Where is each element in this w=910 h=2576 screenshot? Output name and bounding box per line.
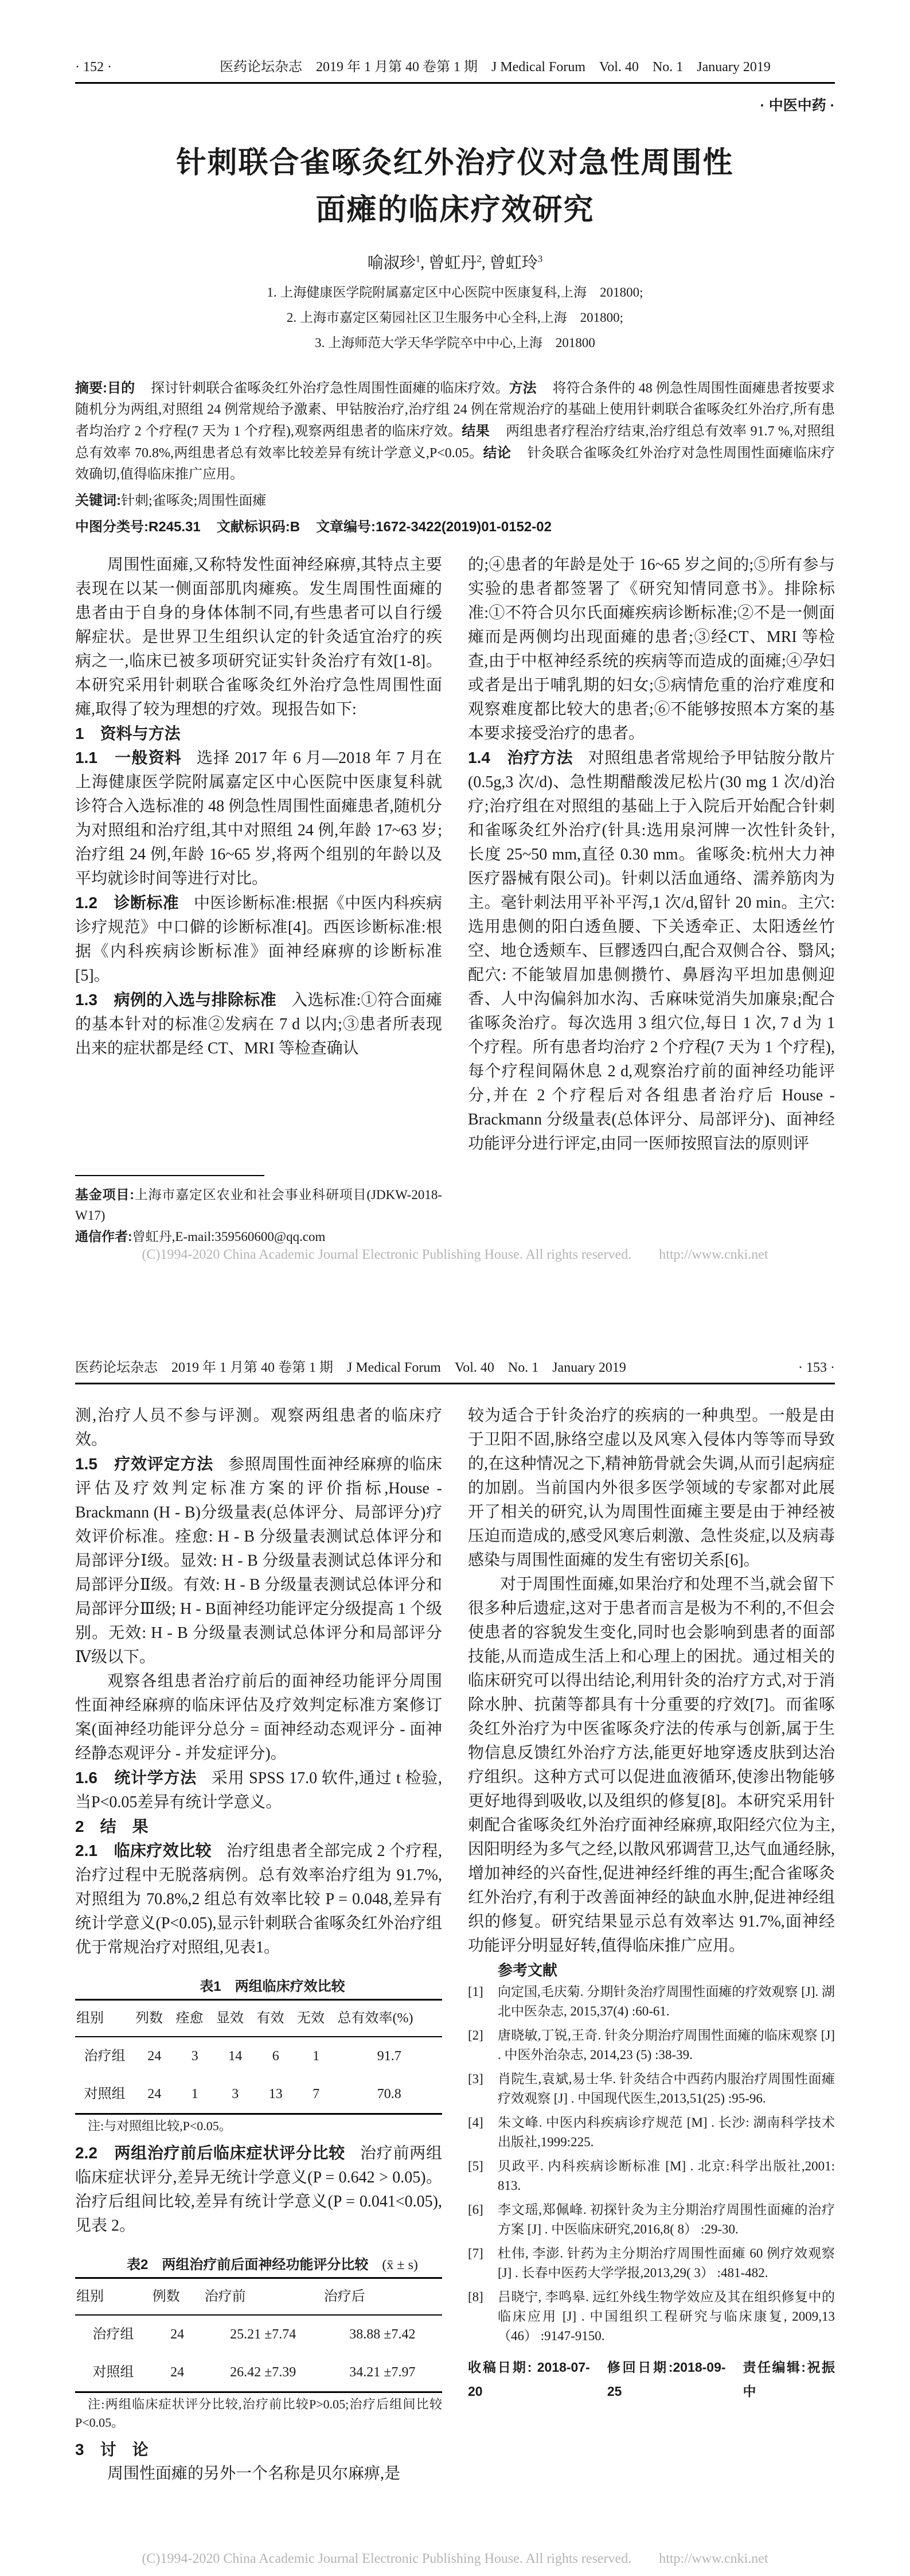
header-rule [75, 1383, 835, 1384]
page1-right-column [468, 553, 835, 1247]
observation-paragraph: 观察各组患者治疗前后的面神经功能评分周围性面神经麻痹的临床评估及疗效判定标准方案修订案(面神经功能评分总分 = 面神经动态观评分 - 面神经静态观评分 - 并发症评分)。 [75, 1672, 442, 1762]
table2-note: 注:两组临床症状评分比较,治疗前比较P>0.05;治疗后组间比较P<0.05。 [75, 2397, 442, 2430]
table-row: 治疗组 24 25.21 ±7.74 38.88 ±7.42 [92, 2327, 416, 2342]
reference-item: [2] 唐晓敏,丁锐,王奇. 针灸分期治疗周围性面瘫的临床观察 [J] . 中医外治杂志, 2014,23 (5) :38-39. [468, 2028, 835, 2062]
page1-copyright-footer: (C)1994-2020 China Academic Journal Electronic Publishing House. All rights reserved. http://www.cnki.net [142, 1247, 768, 1262]
table1-note: 注:与对照组比较,P<0.05。 [88, 2119, 232, 2133]
discussion-start-paragraph: 周围性面瘫的另外一个名称是贝尔麻痹,是 [107, 2465, 401, 2482]
author: 曾虹玲$^3$ [489, 253, 543, 272]
page2-copyright-footer: (C)1994-2020 China Academic Journal Electronic Publishing House. All rights reserved. http://www.cnki.net [142, 2551, 768, 2566]
page1-page-number: · 152 · [75, 60, 112, 75]
table2 [75, 2277, 442, 2393]
section-heading-1: 1 资料与方法 [75, 725, 181, 742]
received-date: 收稿日期: 2018-07-20 [468, 2360, 590, 2399]
reference-item: [8] 吕晓宁, 李鸣皋. 远红外线生物学效应及其在组织修复中的临床应用 [J] . 中国组织工程研究与临床康复, 2009,13（46） :9147-9150. [468, 2290, 835, 2343]
reference-item: [4] 朱文峰. 中医内科疾病诊疗规范 [M] . 长沙: 湖南科学技术出版社,1999:225. [468, 2115, 835, 2149]
page2-right-column [468, 1404, 835, 2486]
section-2-1: 2.1 临床疗效比较 治疗组患者全部完成 2 个疗程,治疗过程中无脱落病例。总有效率治疗组为 91.7%,对照组为 70.8%,2 组总有效率比较 P = 0.048,差异有统计学意义(P<0.05),显示针刺联合雀啄灸红外治疗组优于常规治疗对照组,见表1。 [75, 1842, 442, 1956]
revised-date: 修回日期:2018-09-25 [607, 2360, 726, 2399]
classification-line: 中图分类号:R245.31 文献标识码:B 文章编号:1672-3422(2019)01-0152-02 [75, 519, 552, 535]
continuation-paragraph: 测,治疗人员不参与评测。观察两组患者的临床疗效。 [75, 1407, 442, 1449]
section-1-5: 1.5 疗效评定方法 参照周围性面神经麻痹的临床评估及疗效判定标准方案的评价指标,House - Brackmann (H - B)分级量表(总体评分、局部评分)疗效评价标准。痊愈: H - B 分级量表测试总体评分和局部评分Ⅰ级。显效: H - B 分级量表测试总体评分和局部评分Ⅱ级。有效: H - B 分级量表测试总体评分和局部评分Ⅲ级; H - B面神经功能评定分级提高 1 个级别。无效: H - B 分级量表测试总体评分和局部评分Ⅳ级以下。 [75, 1455, 442, 1666]
references-heading: 参考文献 [498, 1962, 558, 1979]
table2-block [75, 2253, 442, 2432]
column-tag: · 中医中药 · [760, 98, 835, 114]
table-row: 治疗组 24 3 14 6 1 91.7 [84, 2049, 401, 2064]
table-row: 对照组 24 26.42 ±7.39 34.21 ±7.97 [92, 2365, 416, 2380]
page-2 [0, 1288, 910, 2576]
corresponding-author-note: 通信作者:曾虹丹,E-mail:359560600@qq.com [75, 1229, 326, 1244]
page1-body [75, 553, 835, 1247]
section-heading-3: 3 讨 论 [75, 2441, 149, 2458]
section-2-2: 2.2 两组治疗前后临床症状评分比较 治疗前两组临床症状评分,差异无统计学意义(P = 0.642 > 0.05)。治疗后组间比较,差异有统计学意义(P = 0.041<0.05),见表 2。 [75, 2144, 442, 2235]
table2-header-row: 组别 例数 治疗前 治疗后 [75, 2278, 442, 2316]
reference-item: [7] 杜伟, 李澎. 针药为主分期治疗周围性面瘫 60 例疗效观察 [J] . 长春中医药大学学报,2013,29( 3） :481-482. [468, 2246, 835, 2280]
section-1-3: 1.3 病例的入选与排除标准 入选标准:①符合面瘫的基本针对的标准②发病在 7 d 以内;③患者所表现出来的症状都是经 CT、MRI 等检查确认 [75, 991, 442, 1057]
responsible-editor: 责任编辑:祝振中 [743, 2360, 835, 2399]
dates-line [468, 2355, 835, 2403]
discussion-paragraph-2: 对于周围性面瘫,如果治疗和处理不当,就会留下很多种后遗症,这对于患者而言是极为不利的,不但会使患者的容貌发生变化,同时也会影响到患者的面部技能,从而造成生活上和心理上的困扰。通过相关的临床研究可以得出结论,利用针灸的治疗方式,对于消除水肿、抗菌等都具有十分重要的疗效[7]。而雀啄灸红外治疗为中医雀啄灸疗法的传承与创新,属于生物信息反馈红外治疗方法,能更好地穿透皮肤到达治疗组织。这种方式可以促进血液循环,使渗出物能够更好地得到吸收,以及组织的修复[8]。本研究采用针刺配合雀啄灸红外治疗面神经麻痹,取阳经穴位为主,因阳明经为多气之经,以散风邪调营卫,达气血通经脉,增加神经的兴奋性,促进神经纤维的再生;配合雀啄灸红外治疗,有利于改善面神经的缺血水肿,促进神经组织的修复。研究结果显示总有效率达 91.7%,面神经功能评分明显好转,值得临床推广应用。 [468, 1575, 835, 1955]
author: 喻淑珍$^1$, [367, 253, 425, 272]
funding-note: 基金项目:上海市嘉定区农业和社会事业科研项目(JDKW-2018-W17) [75, 1187, 442, 1223]
page2-body [75, 1404, 835, 2486]
abstract-block [75, 378, 835, 538]
reference-item: [1] 向定国,毛庆菊. 分期针灸治疗周围性面瘫的疗效观察 [J]. 湖北中医杂志, 2015,37(4) :60-61. [468, 1984, 835, 2018]
article-title [75, 140, 835, 234]
section-heading-2: 2 结 果 [75, 1818, 149, 1835]
page2-page-number: · 153 · [798, 1360, 835, 1375]
section-1-4: 1.4 治疗方法 对照组患者常规给予甲钴胺分散片(0.5g,3 次/d)、急性期醋酸泼尼松片(30 mg 1 次/d)治疗;治疗组在对照组的基础上于入院后开始配合针刺和雀啄灸红外治疗(针具:选用泉河牌一次性针灸针,长度 25~50 mm,直径 0.30 mm。雀啄灸:杭州大力神医疗器械有限公司)。针刺以活血通络、濡养筋肉为主。毫针刺法用平补平泻,1 次/d,留针 20 min。主穴: 选用患侧的阳白透鱼腰、下关透牵正、太阳透丝竹空、地仓透颊车、巨髎透四白,配合双侧合谷、翳风; 配穴: 不能皱眉加患侧攒竹、鼻唇沟平坦加患侧迎香、人中沟偏斜加水沟、舌麻味觉消失加廉泉;配合雀啄灸治疗。每次选用 3 组穴位,每日 1 次, 7 d 为 1 个疗程。所有患者均治疗 2 个疗程(7 天为 1 个疗程),每个疗程间隔休息 2 d,观察治疗前的面神经功能评分,并在 2 个疗程后对各组患者治疗后 House - Brackmann 分级量表(总体评分、局部评分)、面神经功能评分进行评定,由同一医师按照盲法的原则评 [468, 749, 835, 1153]
page1-header [75, 0, 835, 75]
header-rule [75, 82, 835, 84]
table-row: 对照组 24 1 3 13 7 70.8 [84, 2087, 401, 2102]
affiliation-2: 2. 上海市嘉定区菊园社区卫生服务中心全科,上海 201800; [286, 310, 624, 325]
discussion-paragraph-1: 较为适合于针灸治疗的疾病的一种典型。一般是由于卫阳不固,脉络空虚以及风寒入侵体内等等而导致的,在这种情况之下,精神筋骨就会失调,从而引起病症的加剧。当前国内外很多医学领域的专家都对此展开了相关的研究,认为周围性面瘫主要是由于神经被压迫而造成的,感受风寒后刺激、急性炎症,以及病毒感染与周围性面瘫的发生有密切关系[6]。 [468, 1407, 835, 1569]
exclusion-paragraph: 的;④患者的年龄是处于 16~65 岁之间的;⑤所有参与实验的患者都签署了《研究知情同意书》。排除标准:①不符合贝尔氏面瘫疾病诊断标准;②不是一侧面瘫而是两侧均出现面瘫的患者;③经CT、MRI 等检查,由于中枢神经系统的疾病等而造成的面瘫;④孕妇或者是出于哺乳期的妇女;⑤病情危重的治疗难度和观察难度都比较大的患者;⑥不能够按照本方案的基本要求接受治疗的患者。 [468, 556, 835, 742]
affiliations [75, 280, 835, 356]
section-1-6: 1.6 统计学方法 采用 SPSS 17.0 软件,通过 t 检验,当P<0.05差异有统计学意义。 [75, 1769, 442, 1811]
authors-line [75, 250, 835, 273]
article-title-line1: 针刺联合雀啄灸红外治疗仪对急性周围性 [176, 147, 734, 180]
author: 曾虹丹$^2$, [428, 253, 486, 272]
affiliation-3: 3. 上海师范大学天华学院卒中中心,上海 201800 [315, 336, 595, 350]
journal-header-line: 医药论坛杂志 2019 年 1 月第 40 卷第 1 期 J Medical Forum Vol. 40 No. 1 January 2019 [75, 1360, 626, 1375]
table2-caption: 表2 两组治疗前后面神经功能评分比较 (x̄ ± s) [127, 2257, 418, 2273]
section-1-2: 1.2 诊断标准 中医诊断标准:根据《中医内科疾病诊疗规范》中口僻的诊断标准[4]。西医诊断标准:根据《内科疾病诊断标准》面神经麻痹的诊断标准[5]。 [75, 894, 442, 985]
page1-left-column [75, 553, 442, 1247]
intro-paragraph: 周围性面瘫,又称特发性面神经麻痹,其特点主要表现在以某一侧面部肌肉瘫痪。发生周围性面瘫的患者由于自身的身体体制不同,有些患者可以自行缓解症状。是世界卫生组织认定的针灸适宜治疗的疾病之一,临床已被多项研究证实针灸治疗有效[1-8]。本研究采用针刺联合雀啄灸红外治疗急性周围性面瘫,取得了较为理想的疗效。现报告如下: [75, 556, 442, 718]
reference-item: [5] 贝政平. 内科疾病诊断标准 [M] . 北京:科学出版社,2001: 813. [468, 2159, 835, 2193]
keywords-line: 关键词:针刺;雀啄灸;周围性面瘫 [75, 493, 267, 508]
reference-item: [6] 李文瑶,郑佩峰. 初探针灸为主分期治疗周围性面瘫的治疗方案 [J] . 中医临床研究,2016,8( 8） :29-30. [468, 2203, 835, 2236]
abstract-paragraph: 摘要:目的 探讨针刺联合雀啄灸红外治疗急性周围性面瘫的临床疗效。方法 将符合条件的 48 例急性周围性面瘫患者按要求随机分为两组,对照组 24 例常规给予激素、甲钴胺治疗,治疗组 24 例在常规治疗的基础上使用针刺联合雀啄灸红外治疗,所有患者均治疗 2 个疗程(7 天为 1 个疗程),观察两组患者的临床疗效。结果 两组患者疗程治疗结束,治疗组总有效率 91.7 %,对照组总有效率 70.8%,两组患者总有效率比较差异有统计学意义,P<0.05。结论 针灸联合雀啄灸红外治疗对急性周围性面瘫临床疗效确切,值得临床推广应用。 [75, 380, 835, 482]
reference-item: [3] 肖院生,袁斌,易士华. 针灸结合中西药内服治疗周围性面瘫疗效观察 [J] . 中国现代医生,2013,51(25) :95-96. [468, 2072, 835, 2106]
table1-header-row: 组别 列数 痊愈 显效 有效 无效 总有效率(%) [75, 2000, 442, 2037]
table1-caption: 表1 两组临床疗效比较 [200, 1979, 345, 1994]
journal-header-line: 医药论坛杂志 2019 年 1 月第 40 卷第 1 期 J Medical Forum Vol. 40 No. 1 January 2019 [220, 60, 771, 75]
section-1-1: 1.1 一般资料 选择 2017 年 6 月—2018 年 7 月在上海健康医学院附属嘉定区中心医院中医康复科就诊符合入选标准的 48 例急性周围性面瘫患者,随机分为对照组和治疗组,其中对照组 24 例,年龄 17~63 岁;治疗组 24 例,年龄 16~65 岁,将两个组别的年龄以及平均就诊时间等进行对比。 [75, 749, 442, 888]
footnote-rule [75, 1175, 264, 1176]
affiliation-1: 1. 上海健康医学院附属嘉定区中心医院中医康复科,上海 201800; [267, 285, 643, 299]
footnote-block [75, 1175, 442, 1247]
page2-header [75, 1288, 835, 1376]
table1-block [75, 1975, 442, 2135]
table1 [75, 1999, 442, 2115]
page2-left-column [75, 1404, 442, 2486]
article-title-line2: 面瘫的临床疗效研究 [315, 194, 595, 227]
